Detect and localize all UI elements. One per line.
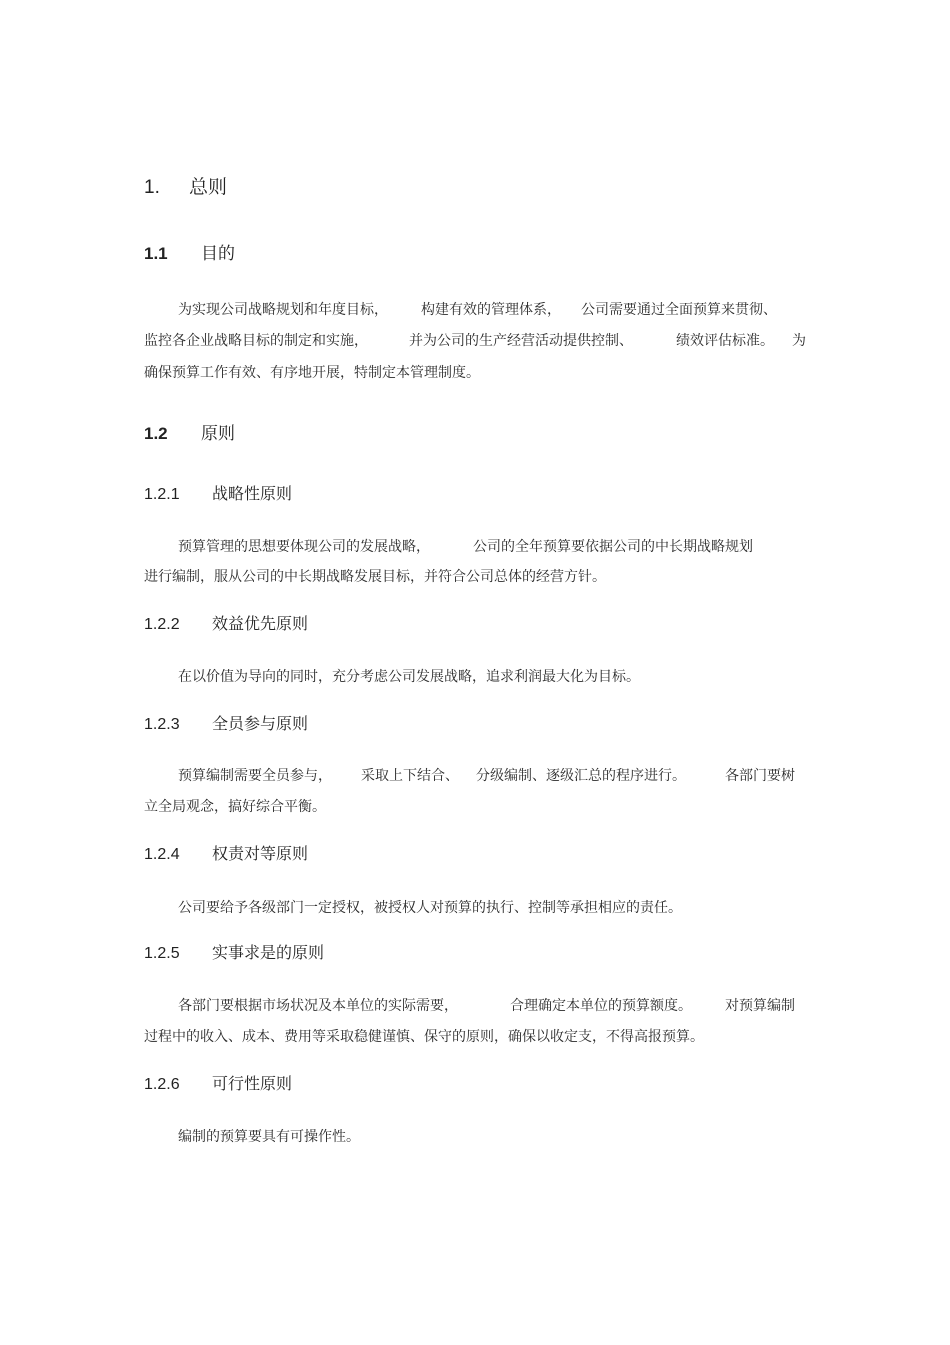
text-segment: 分级编制、逐级汇总的程序进行。 [476,768,686,784]
text-segment: 并为公司的生产经营活动提供控制、 [409,333,633,349]
text-segment: 进行编制，服从公司的中长期战略发展目标，并符合公司总体的经营方针。 [144,569,606,585]
text-segment: 各部门要树 [725,768,795,784]
heading-1-2-5 [144,945,324,962]
paragraph-line [178,769,332,783]
heading-title: 原则 [201,424,235,444]
text-segment: 为实现公司战略规划和年度目标， [178,302,388,318]
text-segment: 预算管理的思想要体现公司的发展战略， [178,539,430,555]
text-segment: 过程中的收入、成本、费用等采取稳健谨慎、保守的原则，确保以收定支，不得高报预算。 [144,1029,704,1045]
heading-1-2-1 [144,486,292,503]
heading-number: 1.2 [144,424,168,443]
heading-1-2-2 [144,616,308,633]
text-segment: 为 [792,333,806,349]
heading-number: 1.2.3 [144,716,180,733]
heading-title: 总则 [189,176,228,198]
text-segment: 预算编制需要全员参与， [178,768,332,784]
text-segment: 确保预算工作有效、有序地开展，特制定本管理制度。 [144,365,480,381]
text-segment: 公司的全年预算要依据公司的中长期战略规划 [473,539,753,555]
paragraph-line [178,999,458,1013]
heading-number: 1.2.4 [144,846,180,863]
paragraph-line [473,540,753,554]
heading-title: 目的 [201,244,235,264]
paragraph-line [361,769,459,783]
paragraph-line [476,769,686,783]
text-segment: 立全局观念，搞好综合平衡。 [144,799,326,815]
heading-1-1 [144,245,235,263]
paragraph-line [725,999,795,1013]
paragraph-line [144,366,480,380]
text-segment: 监控各企业战略目标的制定和实施， [144,333,368,349]
paragraph-line [409,334,633,348]
paragraph-line [421,303,561,317]
paragraph-line [144,800,326,814]
paragraph-line [792,334,806,348]
paragraph-line [676,334,774,348]
heading-number: 1.2.2 [144,616,180,633]
heading-number: 1. [144,177,160,198]
text-segment: 对预算编制 [725,998,795,1014]
heading-1-2-3 [144,716,308,733]
heading-number: 1.1 [144,244,168,263]
paragraph-line [178,303,388,317]
paragraph-line [178,1130,360,1144]
heading-title: 战略性原则 [212,484,293,503]
heading-title: 实事求是的原则 [212,943,325,962]
text-segment: 编制的预算要具有可操作性。 [178,1129,360,1145]
heading-1-2-4 [144,846,308,863]
text-segment: 各部门要根据市场状况及本单位的实际需要， [178,998,458,1014]
heading-1-2 [144,425,235,443]
heading-title: 权责对等原则 [212,844,309,863]
paragraph-line [144,334,368,348]
text-segment: 公司需要通过全面预算来贯彻、 [581,302,777,318]
paragraph-line [178,670,640,684]
paragraph-line [178,540,430,554]
text-segment: 合理确定本单位的预算额度。 [510,998,692,1014]
text-segment: 构建有效的管理体系， [421,302,561,318]
paragraph-line [144,1030,704,1044]
paragraph-line [510,999,692,1013]
heading-number: 1.2.6 [144,1076,180,1093]
heading-title: 全员参与原则 [212,714,309,733]
paragraph-line [144,570,606,584]
text-segment: 在以价值为导向的同时，充分考虑公司发展战略，追求利润最大化为目标。 [178,669,640,685]
text-segment: 采取上下结合、 [361,768,459,784]
heading-1 [144,178,227,197]
heading-1-2-6 [144,1076,292,1093]
text-segment: 绩效评估标准。 [676,333,774,349]
paragraph-line [725,769,795,783]
text-segment: 公司要给予各级部门一定授权，被授权人对预算的执行、控制等承担相应的责任。 [178,900,682,916]
paragraph-line [178,901,682,915]
heading-number: 1.2.5 [144,945,180,962]
heading-title: 效益优先原则 [212,614,309,633]
heading-number: 1.2.1 [144,486,180,503]
heading-title: 可行性原则 [212,1074,293,1093]
paragraph-line [581,303,777,317]
